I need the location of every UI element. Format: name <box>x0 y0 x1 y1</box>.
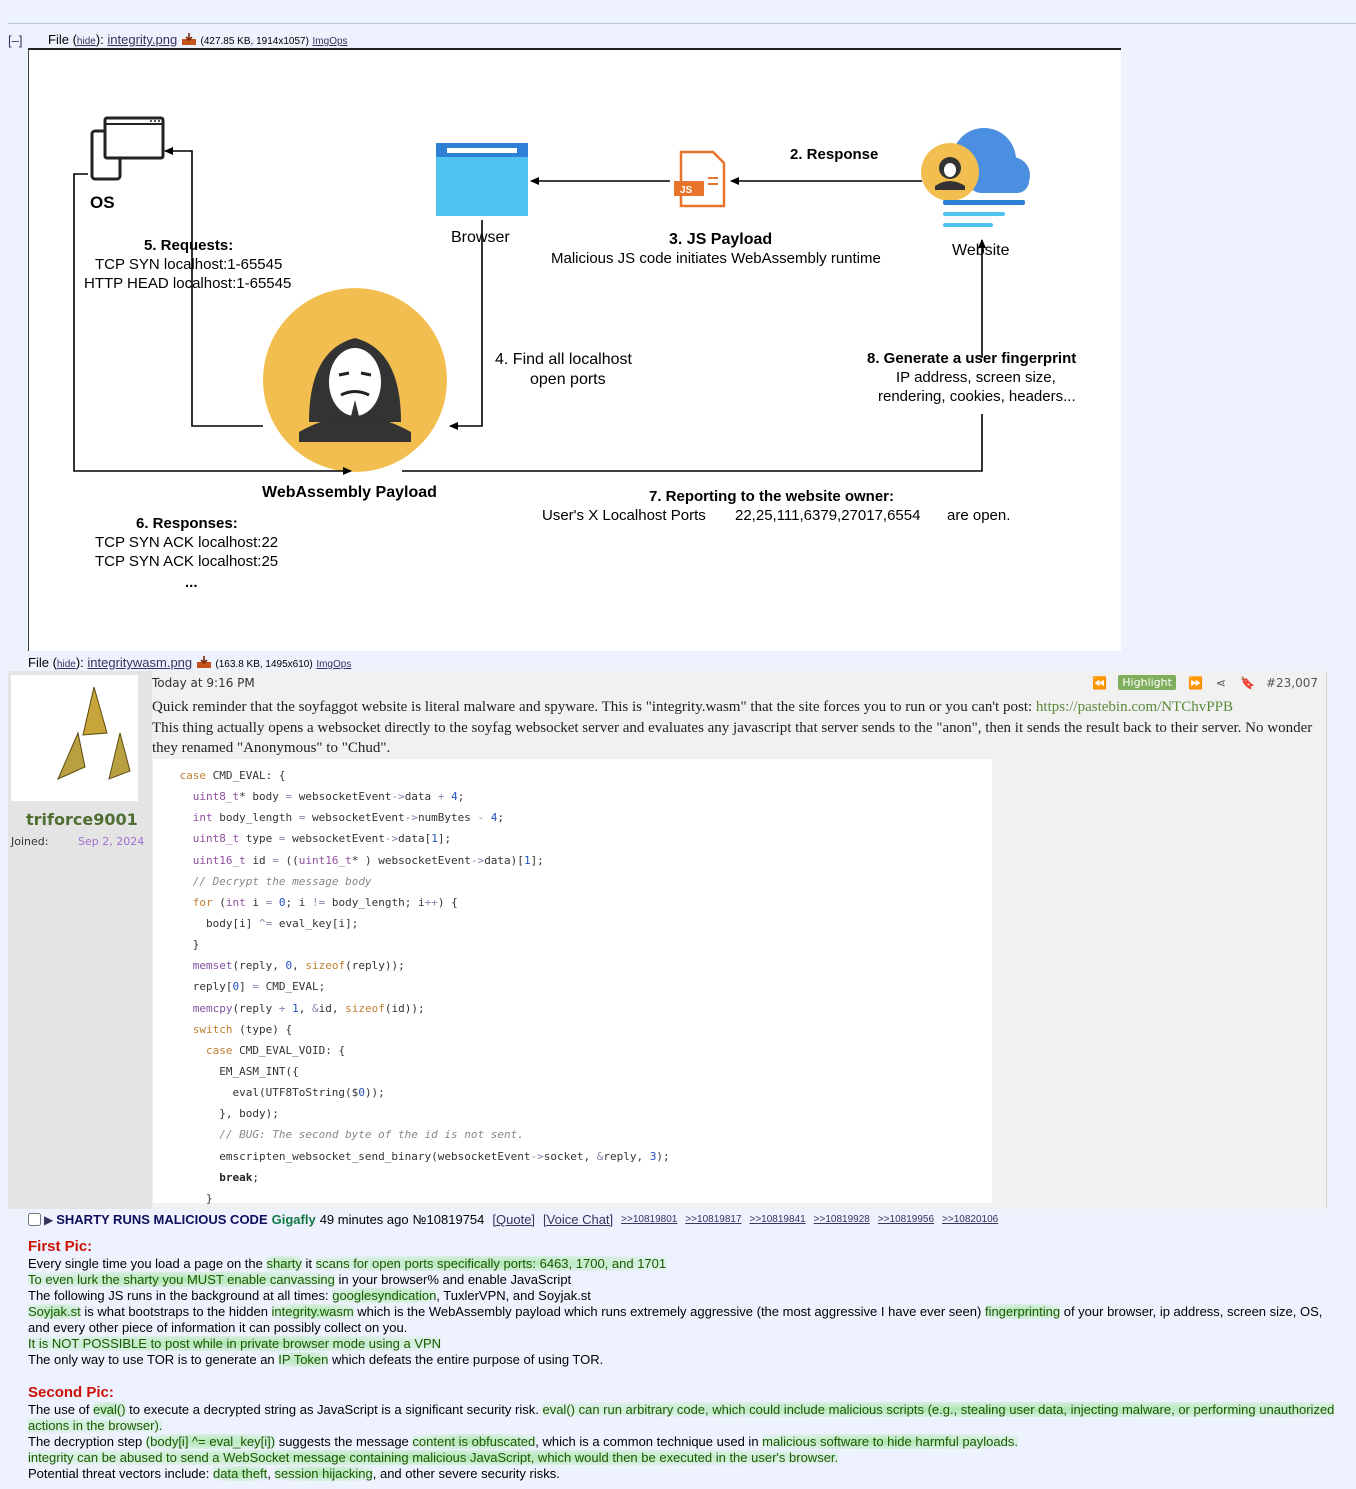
voice-chat-link[interactable]: [Voice Chat] <box>543 1212 614 1227</box>
reply-line: The only way to use TOR is to generate an IP Token which defeats the entire purpose of using TOR. <box>28 1352 604 1367</box>
backlink[interactable]: >>10819956 <box>877 1214 935 1225</box>
code-line-9: } <box>153 938 200 952</box>
backlink[interactable]: >>10820106 <box>942 1214 999 1225</box>
os-device-icon <box>92 118 163 179</box>
step8-line1: IP address, screen size, <box>896 369 1056 386</box>
post-menu-arrow-icon[interactable]: ▶ <box>44 1212 54 1227</box>
code-line-10: memset(reply, 0, sizeof(reply)); <box>192 959 405 973</box>
code-line-8: body[i] ^= eval_key[i]; <box>153 916 359 930</box>
code-line-2: uint8_t* body = websocketEvent->data + 4; <box>192 790 465 804</box>
backlink[interactable]: >>10819928 <box>813 1214 870 1225</box>
step6-line2: TCP SYN ACK localhost:25 <box>95 553 279 570</box>
step6-more: ... <box>185 574 198 591</box>
code-line-17: }, body); <box>153 1107 279 1121</box>
post-timestamp: Today at 9:16 PM <box>152 676 255 690</box>
step7-a: User's X Localhost Ports <box>542 507 706 524</box>
code-line-6: // Decrypt the message body <box>192 874 372 888</box>
reply-line: Soyjak.st is what bootstraps to the hidden integrity.wasm which is the WebAssembly payload which runs extremely aggressive (the most aggressive I have ever seen) fingerprinting of your browser, ip address, screen size, OS, and every other piece of information it can possibly collect on you. <box>28 1304 1323 1335</box>
bookmark-icon[interactable]: 🔖 <box>1239 675 1255 690</box>
reply-header <box>28 1212 1006 1227</box>
reply-line: Every single time you load a page on the sharty it scans for open ports specifically ports: 6463, 1700, and 1701 <box>28 1256 667 1271</box>
highlight-button[interactable]: Highlight <box>1118 675 1176 690</box>
imgops-link[interactable]: ImgOps <box>312 36 348 47</box>
post-text-1: Quick reminder that the soyfaggot website is literal malware and spyware. This is "integrity.wasm" that the site forces you to run or you can't post: <box>152 699 1036 715</box>
code-line-5: uint16_t id = ((uint16_t* ) websocketEvent->data)[1]; <box>192 853 544 867</box>
file-label: File <box>48 32 69 47</box>
code-line-15: EM_ASM_INT({ <box>153 1064 299 1078</box>
code-line-16: eval(UTF8ToString($0)); <box>153 1086 385 1100</box>
hide-link[interactable]: hide <box>56 659 76 670</box>
username[interactable]: triforce9001 <box>26 810 138 829</box>
second-pic-heading: Second Pic: <box>28 1384 114 1401</box>
file-meta: (427.85 KB, 1914x1057) <box>200 36 309 47</box>
post-checkbox[interactable] <box>28 1213 41 1226</box>
file-meta: (163.8 KB, 1495x610) <box>215 659 313 670</box>
svg-text:JS: JS <box>680 185 693 196</box>
reply-body <box>28 1238 1338 1482</box>
file-info-1: File (hide): integrity.png (427.85 KB, 1914x1057) ImgOps <box>48 32 348 47</box>
step5-line1: TCP SYN localhost:1-65545 <box>95 256 283 273</box>
browser-icon <box>436 143 528 216</box>
backlink[interactable]: >>10819817 <box>685 1214 742 1225</box>
step8-title: 8. Generate a user fingerprint <box>867 350 1077 367</box>
diagram-svg <box>29 50 1122 653</box>
step2-label: 2. Response <box>790 146 879 163</box>
file-info-2: File (hide): integritywasm.png (163.8 KB, 1495x610) ImgOps <box>28 655 352 670</box>
post-time: 49 minutes ago <box>319 1212 409 1227</box>
code-line-4: uint8_t type = websocketEvent->data[1]; <box>192 832 452 846</box>
code-line-19: emscripten_websocket_send_binary(websocketEvent->socket, &reply, 3); <box>153 1149 670 1163</box>
anonymous-hacker-icon <box>263 288 447 472</box>
download-icon[interactable] <box>181 33 197 45</box>
pastebin-link[interactable]: https://pastebin.com/NTChvPPB <box>1035 699 1234 715</box>
fast-forward-icon[interactable]: ⏩ <box>1187 675 1203 690</box>
code-line-21: } <box>153 1191 213 1205</box>
quote-link[interactable]: [Quote] <box>492 1212 536 1227</box>
step3-title: 3. JS Payload <box>669 231 773 248</box>
reply-line: integrity can be abused to send a WebSocket message containing malicious JavaScript, which would then be executed in the user's browser. <box>28 1450 839 1465</box>
step6-line1: TCP SYN ACK localhost:22 <box>95 534 279 551</box>
step3-desc: Malicious JS code initiates WebAssembly runtime <box>551 250 881 267</box>
joined-date: Sep 2, 2024 <box>78 835 145 848</box>
step5-line2: HTTP HEAD localhost:1-65545 <box>84 275 292 292</box>
backlink[interactable]: >>10819801 <box>621 1214 678 1225</box>
rewind-icon[interactable]: ⏪ <box>1092 675 1108 690</box>
code-line-7: for (int i = 0; i != body_length; i++) { <box>192 895 458 909</box>
file-link[interactable]: integritywasm.png <box>87 655 193 670</box>
step7-title: 7. Reporting to the website owner: <box>649 488 895 505</box>
backlink[interactable]: >>10819841 <box>749 1214 806 1225</box>
triforce-icon <box>11 675 138 801</box>
step7-b: 22,25,111,6379,27017,6554 <box>735 507 921 524</box>
step6-title: 6. Responses: <box>136 515 238 532</box>
hide-link[interactable]: hide <box>76 36 96 47</box>
reply-line: Potential threat vectors include: data theft, session hijacking, and other severe security risks. <box>28 1466 560 1481</box>
joined-label: Joined: <box>11 835 49 848</box>
top-divider <box>8 23 1356 24</box>
user-sidebar <box>8 671 152 1209</box>
post-subject: SHARTY RUNS MALICIOUS CODE <box>56 1212 268 1227</box>
embedded-post-image[interactable] <box>8 671 1327 1209</box>
website-label: Website <box>952 242 1010 259</box>
download-icon[interactable] <box>196 656 212 668</box>
reply-line: The use of eval() to execute a decrypted string as JavaScript is a significant security risk. eval() can run arbitrary code, which could include malicious scripts (e.g., stealing user data, injecting malware, or performing unauthorized actions in the browser). <box>28 1402 1335 1433</box>
payload-label: WebAssembly Payload <box>262 484 437 501</box>
os-label: OS <box>90 193 115 212</box>
post-body <box>152 697 1322 759</box>
code-line-14: case CMD_EVAL_VOID: { <box>205 1043 346 1057</box>
post-number[interactable]: #23,007 <box>1265 675 1318 690</box>
code-block <box>153 759 992 1203</box>
step7-c: are open. <box>947 507 1011 524</box>
code-line-11: reply[0] = CMD_EVAL; <box>153 980 326 994</box>
first-pic-heading: First Pic: <box>28 1238 93 1255</box>
code-line-1: case CMD_EVAL: { <box>179 769 286 782</box>
file-link[interactable]: integrity.png <box>107 32 178 47</box>
collapse-toggle[interactable]: [–] <box>8 33 23 48</box>
website-cloud-icon <box>921 128 1030 227</box>
code-line-20: break; <box>219 1170 259 1184</box>
avatar[interactable] <box>11 675 138 801</box>
code-line-3: int body_length = websocketEvent->numBytes - 4; <box>192 811 505 825</box>
diagram-image[interactable] <box>28 48 1121 651</box>
step4-line2: open ports <box>530 371 606 388</box>
reply-line: To even lurk the sharty you MUST enable canvassing in your browser% and enable JavaScript <box>28 1272 572 1287</box>
code-line-18: // BUG: The second byte of the id is not sent. <box>219 1128 524 1142</box>
reply-line: The decryption step (body[i] ^= eval_key[i]) suggests the message content is obfuscated, which is a common technique used in malicious software to hide harmful payloads. <box>28 1434 1018 1449</box>
poster-name: Gigafly <box>271 1212 316 1227</box>
imgops-link[interactable]: ImgOps <box>316 659 352 670</box>
reply-line: It is NOT POSSIBLE to post while in private browser mode using a VPN <box>28 1336 442 1351</box>
js-file-icon <box>674 152 724 206</box>
reply-line: The following JS runs in the background at all times: googlesyndication, TuxlerVPN, and Soyjak.st <box>28 1288 591 1303</box>
post-text-2: This thing actually opens a websocket directly to the soyfag websocket server and evaluates any javascript that server sends to the "anon", then it sends the result back to their server. No wonder they renamed "Anonymous" to "Chud". <box>152 719 1313 756</box>
post-no[interactable]: №10819754 <box>412 1212 485 1227</box>
file-label: File <box>28 655 49 670</box>
share-icon[interactable]: ⋖ <box>1215 675 1226 690</box>
post-toolbar <box>1092 675 1318 690</box>
code-line-13: switch (type) { <box>192 1022 293 1036</box>
step4-line1: 4. Find all localhost <box>495 351 632 368</box>
code-line-12: memcpy(reply + 1, &id, sizeof(id)); <box>192 1001 425 1015</box>
browser-label: Browser <box>451 229 510 246</box>
step5-title: 5. Requests: <box>144 237 234 254</box>
step8-line2: rendering, cookies, headers... <box>878 388 1076 405</box>
